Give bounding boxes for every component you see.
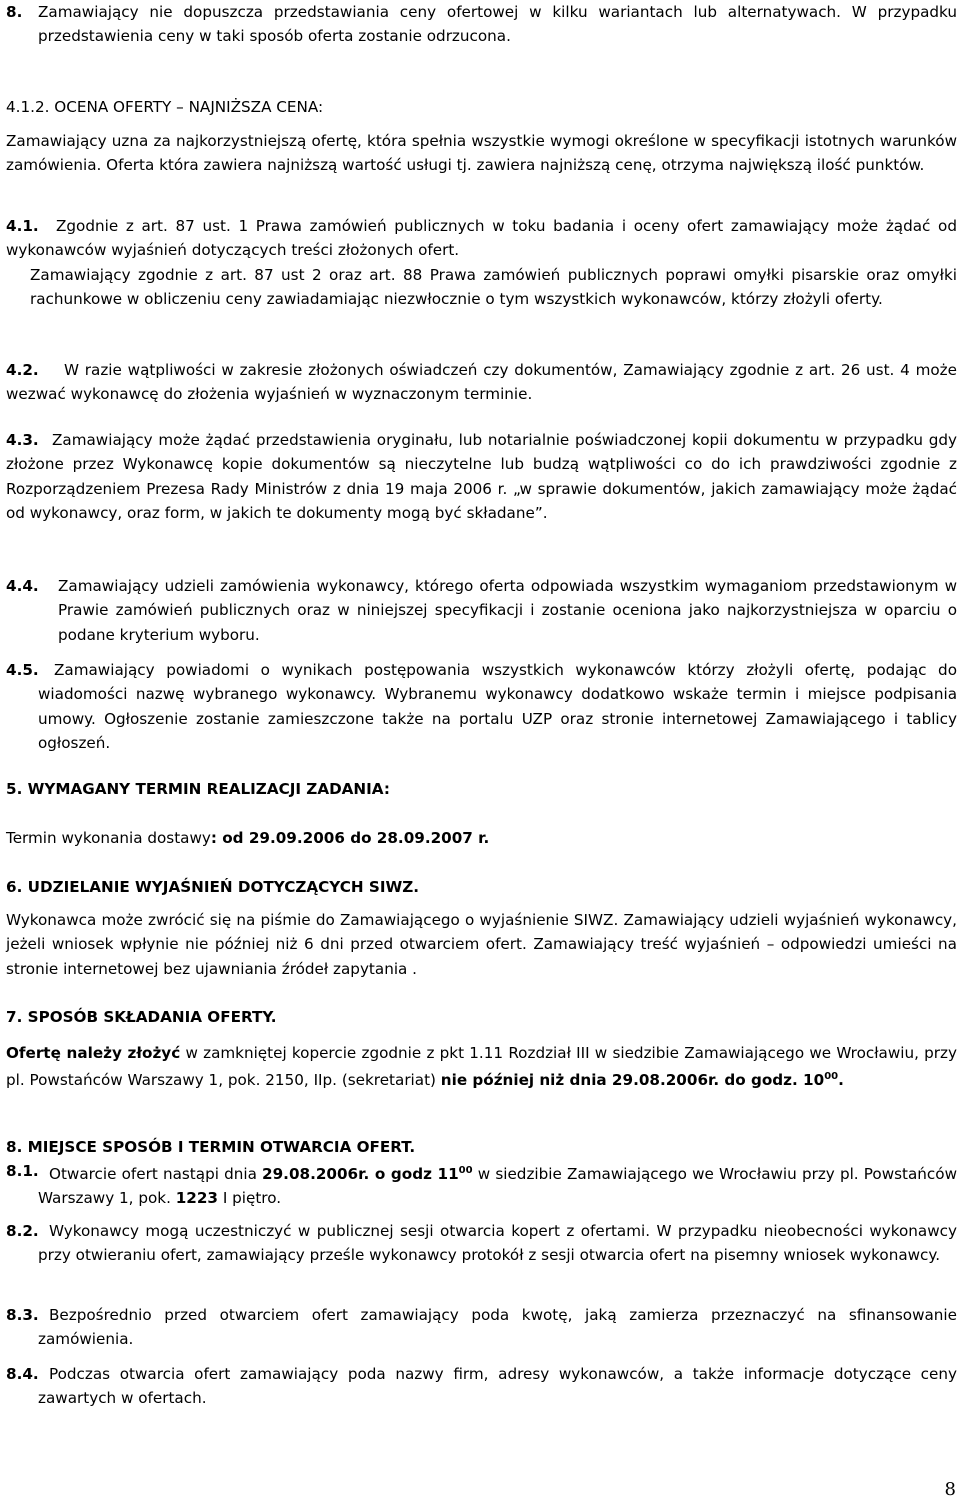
section-4-1-text: Zgodnie z art. 87 ust. 1 Prawa zamówień publicznych w toku badania i oceny ofert zamawiający może żądać od wykonawców wyjaśnień dotyczących treści złożonych ofert. (6, 217, 957, 260)
item-8-text: Zamawiający nie dopuszcza przedstawiania ceny ofertowej w kilku wariantach lub alternatywach. W przypadku przedstawienia ceny w taki sposób oferta zostanie odrzucona. (38, 3, 957, 46)
section-8-1-e: I piętro. (218, 1189, 282, 1208)
section-5-lead: Termin wykonania dostawy (6, 829, 211, 847)
section-4-1-text-2: Zamawiający zgodnie z art. 87 ust 2 oraz art. 88 Prawa zamówień publicznych poprawi omyłki pisarskie oraz omyłki rachunkowe w obliczeniu ceny zawiadamiając niezwłocznie o tym wszystkich wykonawców, którzy złożyli oferty. (30, 266, 957, 309)
section-8-1-d: 1223 (175, 1189, 219, 1208)
section-6-heading (6, 875, 957, 899)
section-7-bold-2: nie później niż dnia 29.08.2006r. do godz. 10 (440, 1071, 825, 1090)
section-4-5-text: Zamawiający powiadomi o wynikach postępowania wszystkich wykonawców którzy złożyli ofertę, podając do wiadomości nazwę wybranego wykonawcy. Wybranemu wykonawcy dodatkowo wskaże termin i miejsce podpisania umowy. Ogłoszenie zostanie zamieszczone także na portalu UZP oraz stronie internetowej Zamawiającego i tablicy ogłoszeń. (38, 661, 957, 753)
section-8-3-text: Bezpośrednio przed otwarciem ofert zamawiający poda kwotę, jaką zamierza przeznaczyć na sfinansowanie zamówienia. (38, 1306, 957, 1349)
section-4-2-text: W razie wątpliwości w zakresie złożonych oświadczeń czy dokumentów, Zamawiający zgodnie z art. 26 ust. 4 może wezwać wykonawcę do złożenia wyjaśnień w wyznaczonym terminie. (6, 361, 957, 404)
section-7-sup: 00 (824, 1071, 839, 1083)
section-4-3-number: 4.3. (6, 431, 39, 449)
section-8-2-text: Wykonawcy mogą uczestniczyć w publicznej sesji otwarcia kopert z ofertami. W przypadku nieobecności wykonawcy przy otwieraniu ofert, zamawiający prześle wykonawcy protokół z sesji otwarcia ofert na pisemny wniosek wykonawcy. (38, 1222, 957, 1265)
section-5-text (6, 826, 957, 850)
section-8-1-a: Otwarcie ofert nastąpi dnia (49, 1165, 263, 1184)
page-number: 8 (944, 1479, 956, 1500)
section-8-2-number: 8.2. (6, 1222, 39, 1240)
section-7-text-1: w zamkniętej kopercie zgodnie z pkt 1.11 Rozdział III w siedzibie Zamawiającego we Wrocławiu, przy pl. Powstańców Warszawy 1, pok. 2150, IIp. (sekretariat) (6, 1044, 958, 1090)
section-4-3-text: Zamawiający może żądać przedstawienia oryginału, lub notarialnie poświadczonej kopii dokumentu w przypadku gdy złożone przez Wykonawcę kopie dokumentów są nieczytelne lub budzą wątpliwości co do ich prawdziwości zgodnie z Rozporządzeniem Prezesa Rady Ministrów z dnia 19 maja 2006 r. „w sprawie dokumentów, jakich zamawiający może żądać od wykonawcy, oraz form, w jakich te dokumenty mogą być składane”. (6, 431, 957, 523)
section-8-3-number: 8.3. (6, 1306, 39, 1324)
section-7-heading (6, 1005, 957, 1029)
section-8-heading-text: 8. MIEJSCE SPOSÓB I TERMIN OTWARCIA OFERT. (6, 1138, 416, 1156)
section-7-end: . (838, 1071, 844, 1090)
section-4-4-text: Zamawiający udzieli zamówienia wykonawcy, którego oferta odpowiada wszystkim wymaganiom przedstawionym w Prawie zamówień publicznych oraz w niniejszej specyfikacji i zostanie oceniona jako najkorzystniejsza w oparciu o podane kryterium wyboru. (58, 577, 957, 644)
section-4-4-number: 4.4. (6, 577, 39, 595)
section-4-1-2-heading: 4.1.2. OCENA OFERTY – NAJNIŻSZA CENA: (6, 98, 324, 116)
section-5-heading (6, 777, 957, 801)
section-8-1-number: 8.1. (6, 1162, 39, 1180)
section-6-heading-text: 6. UDZIELANIE WYJAŚNIEŃ DOTYCZĄCYCH SIWZ. (6, 878, 419, 896)
section-8-1-text (38, 1159, 957, 1211)
section-8-4-number: 8.4. (6, 1365, 39, 1383)
section-8-4-text: Podczas otwarcia ofert zamawiający poda nazwy firm, adresy wykonawców, a także informacje dotyczące ceny zawartych w ofertach. (38, 1365, 957, 1408)
section-5-heading-text: 5. WYMAGANY TERMIN REALIZACJI ZADANIA: (6, 780, 390, 798)
section-8-1-b: 29.08.2006r. o godz 11 (262, 1165, 459, 1184)
section-4-1-2-text: Zamawiający uzna za najkorzystniejszą ofertę, która spełnia wszystkie wymogi określone w specyfikacji istotnych warunków zamówienia. Oferta która zawiera najniższą wartość usługi tj. zawiera najniższą cenę, otrzyma największą ilość punktów. (6, 132, 957, 175)
section-5-value: : od 29.09.2006 do 28.09.2007 r. (210, 829, 490, 847)
item-8-number: 8. (6, 3, 23, 21)
section-7-text (6, 1041, 957, 1093)
section-4-2-number: 4.2. (6, 361, 39, 379)
section-8-1-sup: 00 (458, 1165, 473, 1176)
section-6-text: Wykonawca może zwrócić się na piśmie do Zamawiającego o wyjaśnienie SIWZ. Zamawiający udzieli wyjaśnień wykonawcy, jeżeli wniosek wpłynie nie później niż 6 dni przed otwarciem ofert. Zamawiający treść wyjaśnień – odpowiedzi umieści na stronie internetowej bez ujawniania źródeł zapytania . (6, 911, 957, 978)
section-4-1-number: 4.1. (6, 217, 39, 235)
section-4-5-number: 4.5. (6, 661, 39, 679)
section-8-heading (6, 1135, 957, 1159)
section-7-bold-1: Ofertę należy złożyć (6, 1044, 181, 1062)
section-8-1-c: w siedzibie Zamawiającego we Wrocławiu przy pl. Powstańców Warszawy 1, pok. (38, 1165, 957, 1208)
section-7-heading-text: 7. SPOSÓB SKŁADANIA OFERTY. (6, 1008, 277, 1026)
